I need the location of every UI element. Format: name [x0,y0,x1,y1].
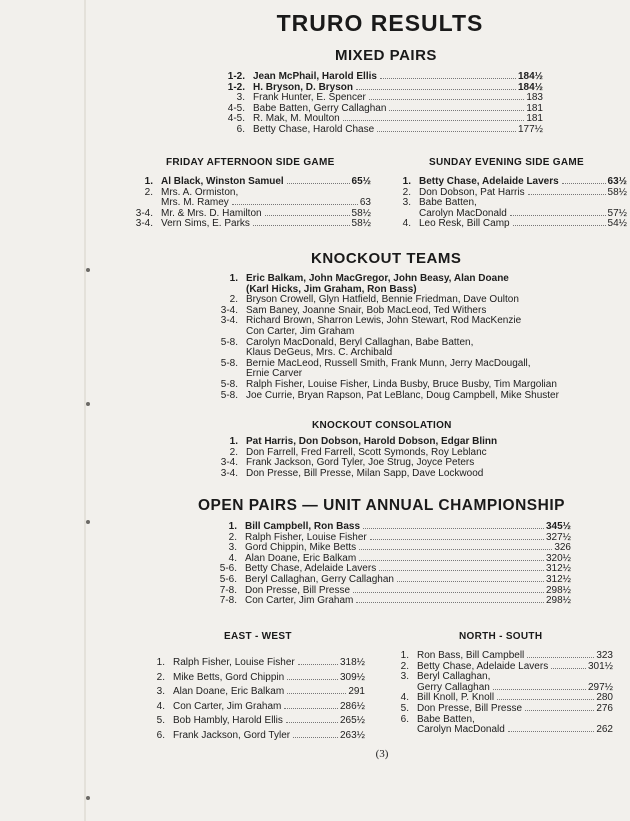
result-rank: 3. [228,542,237,554]
result-score: 323 [596,650,613,661]
result-score: 63 [359,197,371,209]
result-row [371,725,613,736]
result-names: Mrs. M. Ramey [161,197,229,209]
dot-leader [284,708,338,709]
result-rank: 5-8. [220,378,238,390]
result-rank: 3-4. [135,218,153,230]
result-names: Frank Hunter, E. Spencer [253,92,366,104]
dot-leader [397,581,544,582]
result-rank: 3. [402,197,411,209]
result-score: 320½ [545,552,571,564]
open-pairs-list [199,522,571,607]
result-score: 286½ [339,700,365,712]
dot-leader [497,699,594,700]
dot-leader [508,731,594,732]
result-rank: 5-8. [220,336,238,348]
result-names: Pat Harris, Don Dobson, Harold Dobson, Edgar Blinn [246,436,498,447]
result-score: 297½ [587,681,613,693]
result-rank: 5. [400,702,409,714]
result-rank: 6. [400,713,409,725]
result-names: Don Presse, Bill Presse [417,702,523,714]
result-score: 181 [526,102,543,114]
result-score: 312½ [545,573,571,585]
result-rank: 1-2. [227,71,245,82]
result-rank: 7-8. [219,595,237,607]
result-rank: 1. [228,521,237,532]
staple-hole [86,402,90,406]
result-score: 181 [526,113,543,125]
dot-leader [353,592,544,593]
knockout-consolation-heading: KNOCKOUT CONSOLATION [312,420,452,431]
result-rank: 2. [229,294,238,306]
result-row [199,575,571,586]
result-names: R. Mak, M. Moulton [253,113,340,125]
result-score: 65½ [351,176,371,187]
result-names: Ralph Fisher, Louise Fisher, Linda Busby, Bruce Busby, Tim Margolian [246,378,557,390]
result-score: 318½ [339,657,365,668]
result-score: 276 [596,702,613,714]
result-names: Bill Knoll, P. Knoll [417,692,495,704]
result-names: Babe Batten, [419,197,477,209]
result-row [200,437,600,448]
result-rank: 1. [156,657,165,668]
result-row [200,469,600,480]
dot-leader [356,89,516,90]
result-score: 345½ [545,521,571,532]
dot-leader [343,120,525,121]
result-names: Jean McPhail, Harold Ellis [253,71,377,82]
sunday-side-game-heading: SUNDAY EVENING SIDE GAME [429,157,585,168]
result-rank: 1. [144,176,153,187]
result-names: Al Black, Winston Samuel [161,176,284,187]
result-rank: 4. [156,700,165,712]
result-score: 327½ [545,531,571,543]
result-row [371,704,613,715]
north-south-list [371,651,613,736]
dot-leader [359,549,552,550]
dot-leader [510,215,606,216]
dot-leader [389,110,524,111]
result-rank: 2. [400,660,409,672]
result-score: 58½ [351,207,371,219]
result-rank: 5-8. [220,357,238,369]
result-row [127,729,365,744]
result-names: Klaus DeGeus, Mrs. C. Archibald [246,347,393,359]
dot-leader [369,99,524,100]
result-row [199,522,571,533]
result-rank: 3-4. [220,467,238,479]
result-names: Beryl Callaghan, Gerry Callaghan [245,573,394,585]
result-rank: 4. [400,692,409,704]
result-score: 291 [348,686,365,698]
result-row [207,72,543,83]
result-row [127,714,365,729]
result-row [373,219,627,230]
result-rank: 4. [402,218,411,230]
result-rank: 6. [156,729,165,741]
dot-leader [379,570,544,571]
dot-leader [287,183,350,184]
dot-leader [287,693,346,694]
result-rank: 3-4. [135,207,153,219]
result-names: Richard Brown, Sharron Lewis, John Stewart, Rod MacKenzie [246,315,522,327]
result-names: Joe Currie, Bryan Rapson, Pat LeBlanc, Doug Campbell, Mike Shuster [246,389,559,401]
dot-leader [513,225,606,226]
result-score: 262 [596,724,613,736]
result-names: Betty Chase, Adelaide Lavers [245,563,377,575]
staple-hole [86,268,90,272]
binding-edge [84,0,86,821]
dot-leader [265,215,350,216]
result-names: Don Presse, Bill Presse, Milan Sapp, Dave Lockwood [246,467,484,479]
result-names: Mike Betts, Gord Chippin [173,671,285,683]
result-rank: 1-2. [227,81,245,93]
result-names: Don Dobson, Pat Harris [419,186,525,198]
result-rank: 1. [229,273,238,284]
result-score: 58½ [351,218,371,230]
staple-hole [86,796,90,800]
result-names: Bob Hambly, Harold Ellis [173,715,283,727]
dot-leader [370,539,544,540]
result-row [373,188,627,199]
result-row [199,596,571,607]
result-score: 298½ [545,584,571,596]
result-names: Alan Doane, Eric Balkam [245,552,357,564]
result-names: Carolyn MacDonald, Beryl Callaghan, Babe Batten, [246,336,474,348]
result-names: Mrs. A. Ormiston, [161,186,239,198]
result-row [371,672,613,683]
dot-leader [527,657,594,658]
result-names: Carolyn MacDonald [419,207,507,219]
result-row [115,219,371,230]
result-rank: 7-8. [219,584,237,596]
knockout-teams-list [200,274,620,401]
result-names: Bryson Crowell, Glyn Hatfield, Bennie Friedman, Dave Oulton [246,294,519,306]
result-rank: 3. [156,686,165,698]
result-score: 183 [526,92,543,104]
dot-leader [377,131,516,132]
result-score: 57½ [607,207,627,219]
result-names: Vern Sims, E. Parks [161,218,250,230]
result-rank: 4-5. [227,102,245,114]
result-rank: 2. [156,671,165,683]
result-names: Frank Jackson, Gord Tyler, Joe Strug, Joyce Peters [246,457,475,469]
result-row [200,380,620,391]
result-score: 309½ [339,671,365,683]
open-pairs-heading: OPEN PAIRS — UNIT ANNUAL CHAMPIONSHIP [198,497,565,514]
result-row [200,391,620,402]
sunday-side-game-list [373,177,627,230]
result-score: 265½ [339,715,365,727]
result-names: Mr. & Mrs. D. Hamilton [161,207,262,219]
result-rank: 3. [236,92,245,104]
mixed-pairs-list [207,72,543,136]
result-names: Betty Chase, Adelaide Lavers [417,660,549,672]
result-row [127,700,365,715]
mixed-pairs-heading: MIXED PAIRS [335,47,437,64]
result-row [207,125,543,136]
result-names: Beryl Callaghan, [417,671,491,683]
dot-leader [298,664,338,665]
result-names: Don Farrell, Fred Farrell, Scott Symonds, Roy Leblanc [246,446,487,458]
east-west-heading: EAST - WEST [224,631,292,642]
result-row [115,188,371,199]
dot-leader [363,528,544,529]
result-names: Bernie MacLeod, Russell Smith, Frank Munn, Jerry MacDougall, [246,357,531,369]
result-names: (Karl Hicks, Jim Graham, Ron Bass) [246,283,417,295]
result-row [371,651,613,662]
result-rank: 2. [402,186,411,198]
knockout-consolation-list [200,437,600,479]
result-rank: 5-6. [219,573,237,585]
result-rank: 5-6. [219,563,237,575]
result-names: Sam Baney, Joanne Snair, Bob MacLeod, Ted Withers [246,304,487,316]
result-row [115,177,371,188]
result-rank: 3-4. [220,457,238,469]
result-score: 326 [554,542,571,554]
result-rank: 4. [228,552,237,564]
dot-leader [293,737,338,738]
result-rank: 3-4. [220,315,238,327]
result-score: 184½ [517,71,543,82]
dot-leader [551,668,586,669]
result-names: Babe Batten, Gerry Callaghan [253,102,387,114]
dot-leader [525,710,594,711]
result-rank: 3-4. [220,304,238,316]
result-row [373,177,627,188]
result-rank: 5-8. [220,389,238,401]
result-score: 177½ [517,123,543,135]
north-south-heading: NORTH - SOUTH [459,631,543,642]
dot-leader [287,679,338,680]
result-score: 301½ [587,660,613,672]
result-rank: 4-5. [227,113,245,125]
result-names: Don Presse, Bill Presse [245,584,351,596]
result-score: 312½ [545,563,571,575]
result-names: Carolyn MacDonald [417,724,505,736]
result-names: Gord Chippin, Mike Betts [245,542,357,554]
result-names: Leo Resk, Bill Camp [419,218,510,230]
result-names: Ernie Carver [246,368,303,380]
dot-leader [232,204,358,205]
result-rank: 3. [400,671,409,683]
dot-leader [528,194,606,195]
knockout-teams-heading: KNOCKOUT TEAMS [311,250,462,267]
result-names: Con Carter, Jim Graham [246,325,355,337]
friday-side-game-list [115,177,371,230]
result-row [127,685,365,700]
dot-leader [359,560,544,561]
dot-leader [493,689,586,690]
result-names: Con Carter, Jim Graham [245,595,354,607]
friday-side-game-heading: FRIDAY AFTERNOON SIDE GAME [166,157,335,168]
dot-leader [380,78,516,79]
result-row [127,671,365,686]
result-names: H. Bryson, D. Bryson [253,81,354,93]
result-row [127,656,365,671]
result-names: Frank Jackson, Gord Tyler [173,729,291,741]
result-rank: 1. [400,650,409,661]
page-number: (3) [375,748,389,760]
result-rank: 2. [144,186,153,198]
result-score: 184½ [517,81,543,93]
result-rank: 1. [229,436,238,447]
result-score: 298½ [545,595,571,607]
result-names: Betty Chase, Adelaide Lavers [419,176,559,187]
result-score: 54½ [607,218,627,230]
result-names: Ron Bass, Bill Campbell [417,650,525,661]
result-names: Alan Doane, Eric Balkam [173,686,285,698]
dot-leader [562,183,606,184]
result-rank: 2. [228,531,237,543]
result-rank: 2. [229,446,238,458]
result-names: Betty Chase, Harold Chase [253,123,375,135]
result-row [200,274,620,285]
result-rank: 6. [236,123,245,135]
result-score: 280 [596,692,613,704]
staple-hole [86,520,90,524]
east-west-list [127,656,365,744]
result-names: Ralph Fisher, Louise Fisher [173,657,295,668]
result-score: 63½ [607,176,627,187]
result-score: 58½ [607,186,627,198]
dot-leader [253,225,350,226]
result-names: Ralph Fisher, Louise Fisher [245,531,367,543]
result-names: Babe Batten, [417,713,475,725]
dot-leader [286,722,338,723]
result-rank: 1. [402,176,411,187]
result-row [200,327,620,338]
result-rank: 5. [156,715,165,727]
result-score: 263½ [339,729,365,741]
result-names: Con Carter, Jim Graham [173,700,282,712]
result-names: Bill Campbell, Ron Bass [245,521,361,532]
page-title: TRURO RESULTS [276,10,484,36]
dot-leader [356,602,544,603]
result-names: Gerry Callaghan [417,681,490,693]
result-names: Eric Balkam, John MacGregor, John Beasy, Alan Doane [246,273,509,284]
